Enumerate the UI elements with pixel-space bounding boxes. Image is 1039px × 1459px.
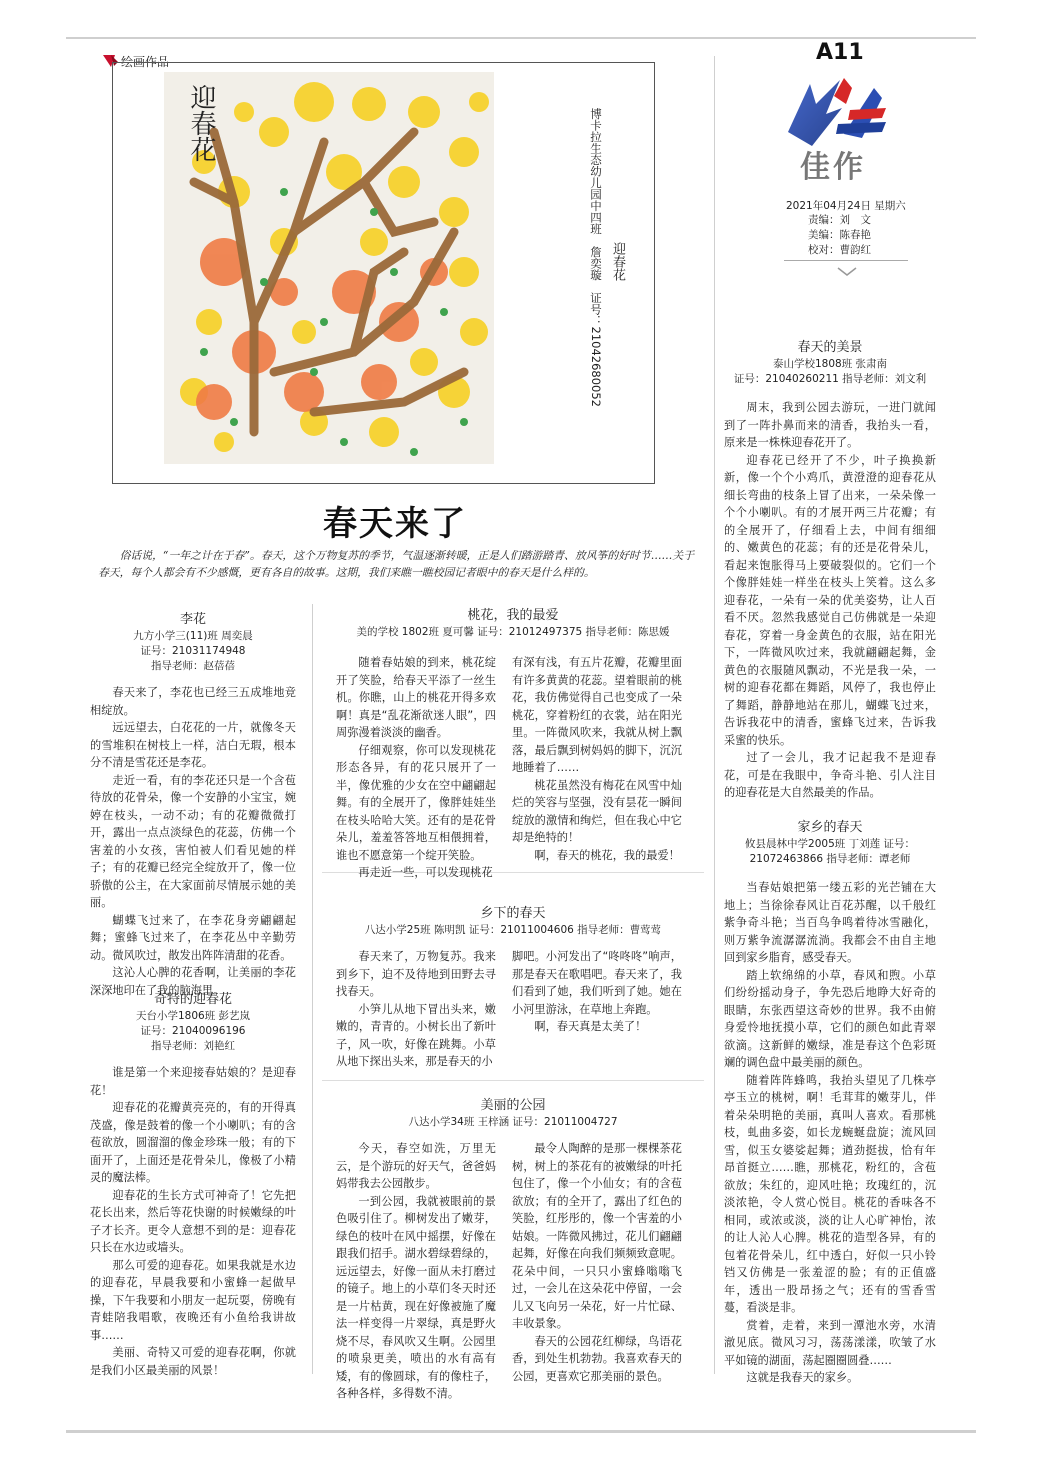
header-divider [784,260,908,261]
article-body [90,1064,296,1379]
article-author: 泰山学校1808班 张肃南 [772,358,888,370]
article-gongyuan-header [322,1094,704,1130]
paragraph: 赏着，走着，来到一潭池水旁，水清澈见底。微风习习，荡荡漾漾，吹皱了水平如镜的湖面，荡起圈圈圆叠…… [724,1318,936,1367]
paragraph: 谁是第一个来迎接春姑娘的？是迎春花！ [90,1066,296,1097]
paragraph: 啊，春天真是太美了！ [534,1020,647,1033]
article-cert: 21072463866 指导老师：谭老师 [749,853,911,865]
paragraph: 随着阵阵蜂鸣，我抬头望见了几株亭亭玉立的桃树，啊！毛茸茸的嫩芽儿，伴着朵朵明艳的美丽，真叫人喜欢。看那桃枝，虬曲多姿，如长龙蜿蜒盘旋；流风回雪，似玉女婆娑起舞；遒劲挺拔，恰有年昂首挺立……瞧，那桃花，粉红的，含苞欲放；朱红的，迎风吐艳；玫瑰红的，沉淡浓艳，令人赏心悦目。桃花的香味各不相同，或浓或淡，淡的让人心旷神怡，浓的让人沁人心脾。桃花的造型各异，有的包着花骨朵儿，红中透白，好似一只小铃铛又仿佛是一张羞涩的脸；有的正值盛年，透出一股昂扬之气；还有的雪香雪蔓，看淡是非。 [724,1073,936,1314]
artwork-caption-title: 迎春花 [610,242,625,281]
separator-xiaxia [322,1080,704,1081]
paragraph: 仔细观察，你可以发现桃花形态各异，有的花只展开了一半，像优雅的少女在空中翩翩起舞。有的全展开了，像胖娃娃坐在枝头哈哈大笑。还有的是花骨朵儿，羞羞答答地互相偎拥着，谁也不愿意第一个绽开笑脸。 [336,743,496,862]
bottom-rule [66,1430,976,1433]
article-body [724,399,936,802]
paragraph: 随着春姑娘的到来，桃花绽开了笑脸，给春天平添了一丝生机。你瞧，山上的桃花开得多欢啊！真是“乱花渐欲迷人眼”，四周弥漫着淡淡的幽香。 [336,656,496,739]
paragraph: 小笋儿从地下冒出头来，嫩嫩的，青青的。小树长出了新叶子，风一吹，好像在跳舞。小草从地下探出头来，那是春天的小 [336,1002,496,1068]
artwork-caption-info: 博卡拉生态幼儿园中四班 詹奕璇 证号：21042680052 [589,108,603,407]
article-body [724,879,936,1387]
article-title: 奇特的迎春花 [153,992,232,1007]
column-rule-right [714,56,715,1374]
paragraph-continued: 有深有浅，有五片花瓣，花瓣里面有许多黄黄的花蕊。望着眼前的桃花，我仿佛觉得自己也变成了一朵桃花，穿着粉红的衣裳，站在阳光里。一阵微风吹来，我就从树上飘落，最后飘到树妈妈的脚下，沉沉地睡着了…… [512,656,682,774]
paragraph: 桃花虽然没有梅花在风雪中灿烂的笑容与坚强，没有昙花一瞬间绽放的激情和绚烂，但在我心中它却是绝特的！ [512,778,682,844]
paragraph: 当春姑娘把第一缕五彩的光芒铺在大地上；当徐徐春风让百花苏醒，以千般红紫争奇斗艳；当百鸟争鸣着待冰雪融化，则万紫争流潺潺流淌。我都会不由自主地回到家乡脂育，感受春天。 [724,881,936,964]
paragraph: 再走近一些，可以发现桃花 [358,866,493,879]
paragraph: 走近一看，有的李花还只是一个含苞待放的花骨朵，像一个安静的小宝宝，婉婷在枝头，一动不动；有的花瓣微微打开，露出一点点淡绿色的花蕊，仿佛一个害羞的小女孩，害怕被人们看见她的样子；有的花瓣已经完全绽放开了，像一位骄傲的公主，在大家面前尽情展示她的美丽。 [90,773,296,909]
article-xiaxia-col2 [512,948,682,1036]
paragraph: 那么可爱的迎春花。如果我就是水边的迎春花，早晨我要和小蜜蜂一起做早操，下午我要和小朋友一起玩耍，傍晚有青蛙陪我唱歌，夜晚还有小鱼给我讲故事…… [90,1258,296,1342]
article-cert: 证号：21031174948 [140,645,246,657]
paragraph: 迎春花的花瓣黄亮亮的，有的开得真茂盛，像是鼓着的像一个小喇叭；有的含苞欲放，圆溜溜的像金珍珠一般；有的下面开了，上面还是花骨朵儿，像极了小精灵的魔法棒。 [90,1101,296,1184]
article-title: 美丽的公园 [480,1098,546,1113]
article-gongyuan-col2 [512,1140,682,1385]
article-author: 攸县晨林中学2005班 丁刘莲 证号： [745,838,915,850]
paragraph: 美丽、奇特又可爱的迎春花啊，你就是我们小区最美丽的风景！ [90,1346,296,1377]
editor-line-1: 责编：刘 文 [808,214,871,226]
article-author: 九方小学三(11)班 周奕晨 [133,630,253,642]
paragraph: 迎春花已经开了不少，叶子换换新新，像一个个小鸡爪，黄澄澄的迎春花从细长弯曲的枝条上冒了出来，一朵朵像一个个小喇叭。有的才展开两三片花瓣；有的全展开了，仔细看上去，中间有细细的、嫩黄色的花蕊；有的还是花骨朵儿，看起来饱胀得马上要破裂似的。它们一个个像胖娃娃一样坐在枝头上笑着。这么多迎春花，一朵有一朵的优美姿势，让人百看不厌。忽然我感觉自己仿佛就是一朵迎春花，穿着一身金黄色的衣服，站在阳光下，一阵微风吹过来，我就翩翩起舞，金黄色的衣服随风飘动，不光是我一朵，一树的迎春花都在舞蹈，风停了，我也停止了舞蹈，静静地站在那儿，蝴蝶飞过来，告诉我花中的清香，蜜蜂飞过来，告诉我采蜜的快乐。 [724,453,936,747]
article-cert: 证号：21040096196 [140,1025,246,1037]
article-title: 春天的美景 [797,340,863,355]
article-title: 桃花，我的最爱 [467,608,559,623]
column-rule-left [312,604,313,1374]
header-chevron-icon [836,262,858,272]
article-xiaxia-col1 [336,948,496,1071]
paragraph: 今天，春空如洗，万里无云，是个游玩的好天气，爸爸妈妈带我去公园散步。 [336,1142,496,1190]
feature-headline: 春天来了 [323,504,467,544]
article-meta: 八达小学34班 王梓涵 证号：21011004727 [408,1116,618,1128]
paragraph: 春天的公园花红柳绿，鸟语花香，到处生机勃勃。我喜欢春天的公园，更喜欢它那美丽的景色。 [512,1334,682,1383]
paragraph: 周末，我到公园去游玩，一进门就闻到了一阵扑鼻而来的清香，我抬头一看，原来是一株株迎春花开了。 [724,401,936,449]
painting-title: 迎春花 [186,84,216,162]
artwork-tag: 绘画作品 [121,55,170,69]
article-author: 天台小学1806班 彭艺岚 [135,1010,251,1022]
paragraph: 远远望去，白花花的一片，就像冬天的雪堆积在树枝上一样，洁白无瑕，根本分不清是雪花还是李花。 [90,721,296,769]
article-taohua-col2 [512,654,682,864]
editor-line-2: 美编：陈春艳 [808,229,871,241]
article-cert: 证号：21040260211 指导老师：刘文利 [733,373,927,385]
article-title: 乡下的春天 [480,906,546,921]
article-lihua [90,608,296,999]
article-qite [90,988,296,1379]
paragraph: 春天来了，万物复苏。我来到乡下，迫不及待地到田野去寻找春天。 [336,950,496,998]
brand-subtitle: 佳作 [800,150,866,185]
paragraph: 这沁人心脾的花香啊，让美丽的李花深深地印在了我的脑海里。 [90,966,296,997]
article-title: 李花 [179,612,206,627]
article-jiaxiang [724,816,936,1387]
feature-intro: 俗话说，“一年之计在于春”。春天，这个万物复苏的季节，气温逐渐转暖，正是人们踏游踏青、放风筝的好时节……关于春天，每个人都会有不少感慨，更有各自的故事。这期，我们来瞧一瞧校园记者眼中的春天是什么样的。 [98,549,694,579]
article-title: 家乡的春天 [797,820,863,835]
editor-line-3: 校对：曹韵红 [808,244,871,256]
paragraph: 过了一会儿，我才记起我不是迎春花，可是在我眼中，争奇斗艳、引人注目的迎春花是大自然最美的作品。 [724,751,936,799]
article-gongyuan-col1 [336,1140,496,1403]
paragraph: 这就是我春天的家乡。 [746,1371,859,1384]
article-taohua-col1 [336,654,496,882]
paragraph: 蝴蝶飞过来了，在李花身旁翩翩起舞；蜜蜂飞过来了，在李花丛中辛勤劳动。微风吹过，散发出阵阵清甜的花香。 [90,913,296,962]
article-teacher: 指导老师：赵蓓蓓 [151,660,235,672]
paragraph: 踏上软绵绵的小草，春风和煦。小草们纷纷摇动身子，争先恐后地睁大好奇的眼睛，东张西望这奇妙的世界。我不由俯身爱怜地抚摸小草，它们的颜色如此青翠欲滴。这新鲜的嫩绿，准是春这个色彩斑斓的调色盘中最美丽的颜色。 [724,968,936,1069]
paragraph: 一到公园，我就被眼前的景色吸引住了。柳树发出了嫩芽，绿色的枝叶在风中摇摆，好像在跟我们招手。湖水碧绿碧绿的，远远望去，好像一面从未打磨过的镜子。地上的小草们冬天时还是一片枯黄，现在好像被施了魔法一样变得一片翠绿，真是野火烧不尽，春风吹又生啊。公园里的喷泉更美，喷出的水有高有矮，有的像圆球，有的像柱子，各种各样，多得数不清。 [336,1194,496,1400]
issue-date: 2021年04月24日 星期六 [786,200,906,212]
article-taohua-header [322,604,704,640]
article-meijing [724,336,936,802]
top-rule [66,37,976,39]
paragraph: 最令人陶醉的是那一棵棵茶花树，树上的茶花有的被嫩绿的叶托包住了，像一个小仙女；有的含苞欲放；有的全开了，露出了红色的笑脸，红彤彤的，像一个害羞的小姑娘。一阵微风拂过，花儿们翩翩起舞，好像在向我们频频致意呢。花朵中间，一只只小蜜蜂嗡嗡飞过，一会儿在这朵花中停留，一会儿又飞向另一朵花，好一片忙碌、丰收景象。 [512,1142,682,1330]
paragraph: 春天来了，李花也已经三五成堆地竞相绽放。 [90,686,296,717]
article-teacher: 指导老师：刘艳红 [151,1040,235,1052]
article-body [90,684,296,999]
paragraph: 啊，春天的桃花，我的最爱！ [534,848,680,862]
paragraph: 迎春花的生长方式可神奇了！它先把花长出来，然后等花快谢的时候嫩绿的叶子才长齐。更令人意想不到的是：迎春花只长在水边或墙头。 [90,1188,296,1254]
page-number: A11 [816,40,864,65]
article-xiaxia-header [322,902,704,938]
paragraph-continued: 脚吧。小河发出了“咚咚咚”响声，那是春天在歌唱吧。春天来了，我们看到了她，我们听到了她。她在小河里游泳，在草地上奔跑。 [512,950,682,1016]
article-meta: 八达小学25班 陈明凯 证号：21011004606 指导老师：曹莺莺 [364,924,662,936]
article-meta: 美的学校 1802班 夏可馨 证号：21012497375 指导老师：陈思媛 [356,626,670,638]
